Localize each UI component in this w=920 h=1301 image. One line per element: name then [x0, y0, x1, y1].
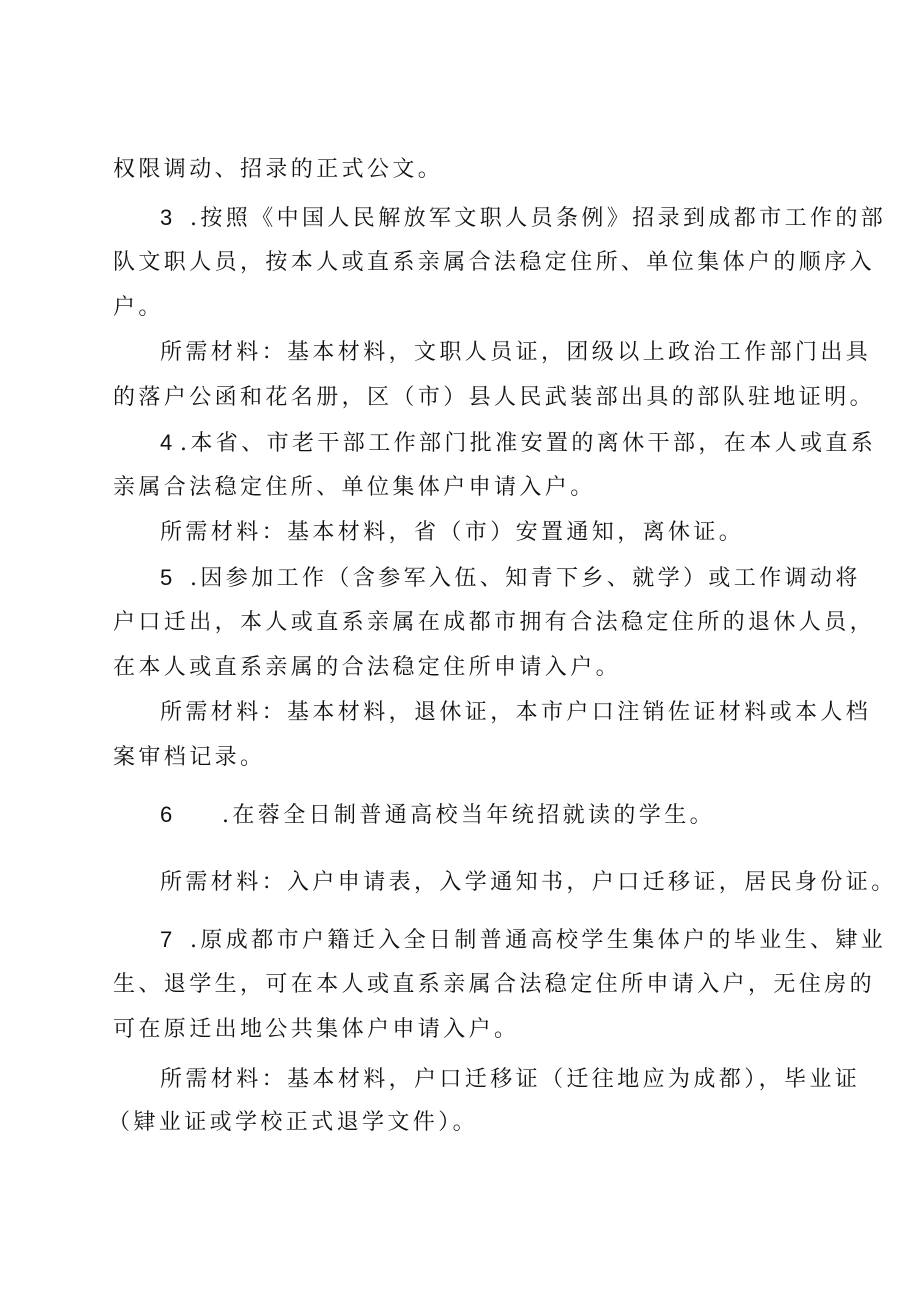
line-text: .原成都市户籍迁入全日制普通高校学生集体户的毕业生、肄业 [190, 928, 887, 953]
required-materials-line [160, 518, 744, 548]
required-materials-line [160, 1065, 860, 1095]
line-text: 的落户公函和花名册，区（市）县人民武装部出具的部队驻地证明。 [113, 385, 876, 410]
paragraph-line [113, 970, 875, 1000]
line-text: .在蓉全日制普通高校当年统招就读的学生。 [222, 803, 715, 828]
line-text: .本省、市老干部工作部门批准安置的离休干部，在本人或直系 [180, 431, 877, 456]
line-text: 案审档记录。 [113, 745, 266, 770]
line-text: .因参加工作（含参军入伍、知青下乡、就学）或工作调动将 [190, 566, 861, 591]
item-3-first-line [160, 203, 886, 234]
paragraph-line [113, 155, 443, 185]
item-6-first-line [160, 800, 715, 831]
paragraph-line [108, 1108, 478, 1138]
required-materials-line [160, 338, 871, 368]
paragraph-line [113, 653, 621, 683]
paragraph-line [113, 383, 875, 413]
line-text: 在本人或直系亲属的合法稳定住所申请入户。 [113, 655, 622, 680]
paragraph-line [113, 608, 875, 638]
line-text: 所需材料：入户申请表，入学通知书，户口迁移证，居民身份证。 [160, 870, 897, 895]
line-text: 所需材料：基本材料，户口迁移证（迁往地应为成都），毕业证 [160, 1067, 861, 1092]
paragraph-line [113, 293, 164, 323]
line-text: 所需材料：基本材料，退休证，本市户口注销佐证材料或本人档 [160, 700, 872, 725]
item-number: 3 [160, 205, 173, 230]
item-5-first-line [160, 563, 861, 594]
paragraph-line [113, 473, 596, 503]
line-text: 户口迁出，本人或直系亲属在成都市拥有合法稳定住所的退休人员， [113, 610, 876, 635]
line-text: 所需材料：基本材料，文职人员证，团级以上政治工作部门出具 [160, 340, 872, 365]
line-text: .按照《中国人民解放军文职人员条例》招录到成都市工作的部 [190, 206, 887, 231]
line-text: 亲属合法稳定住所、单位集体户申请入户。 [113, 475, 596, 500]
line-text: 所需材料：基本材料，省（市）安置通知，离休证。 [160, 520, 745, 545]
required-materials-line [160, 698, 871, 728]
line-text: 生、退学生，可在本人或直系亲属合法稳定住所申请入户，无住房的 [113, 972, 876, 997]
item-7-first-line [160, 925, 886, 956]
line-text: 队文职人员，按本人或直系亲属合法稳定住所、单位集体户的顺序入 [113, 250, 876, 275]
item-4-first-line [160, 428, 876, 459]
item-number: 4 [160, 430, 173, 455]
item-number: 7 [160, 927, 173, 952]
line-text: （肄业证或学校正式退学文件）。 [108, 1110, 479, 1135]
item-number: 6 [160, 802, 173, 827]
line-text: 可在原迁出地公共集体户申请入户。 [113, 1017, 520, 1042]
line-text: 户。 [113, 295, 164, 320]
item-number: 5 [160, 565, 173, 590]
paragraph-line [113, 743, 265, 773]
line-text: 权限调动、招录的正式公文。 [113, 157, 444, 182]
required-materials-line [160, 868, 897, 898]
paragraph-line [113, 248, 875, 278]
paragraph-line [113, 1015, 519, 1045]
